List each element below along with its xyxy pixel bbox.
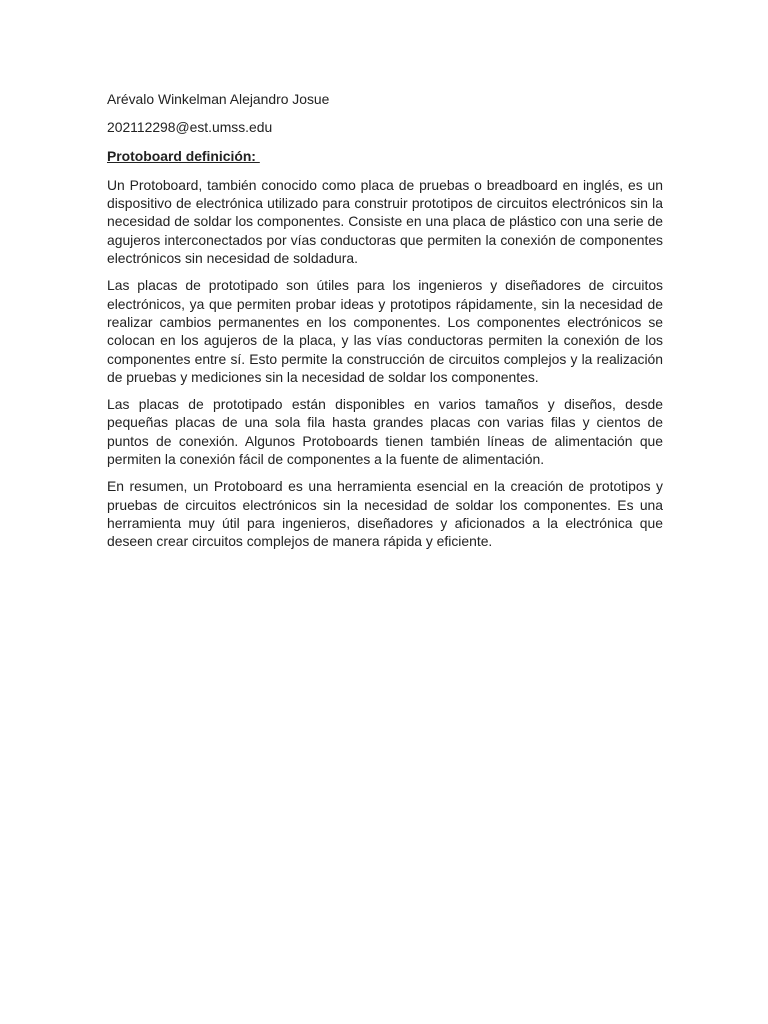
section-heading: Protoboard definición:: [107, 147, 260, 164]
document-body: [107, 90, 663, 551]
paragraph-3: Las placas de prototipado están disponibles en varios tamaños y diseños, desde pequeñas placas de una sola fila hasta grandes placas con varias filas y cientos de puntos de conexión. Algunos Protoboards tienen también líneas de alimentación que permiten la conexión fácil de componentes a la fuente de alimentación.: [107, 396, 663, 468]
author-email: 202112298@est.umss.edu: [107, 119, 273, 136]
paragraph-4: En resumen, un Protoboard es una herramienta esencial en la creación de prototipos y pruebas de circuitos electrónicos sin la necesidad de soldar los componentes. Es una herramienta muy útil para ingenieros, diseñadores y aficionados a la electrónica que deseen crear circuitos complejos de manera rápida y eficiente.: [107, 478, 663, 550]
paragraph-1: Un Protoboard, también conocido como placa de pruebas o breadboard en inglés, es un dispositivo de electrónica utilizado para construir prototipos de circuitos electrónicos sin la necesidad de soldar los componentes. Consiste en una placa de plástico con una serie de agujeros interconectados por vías conductoras que permiten la conexión de componentes electrónicos sin necesidad de soldadura.: [107, 176, 663, 267]
author-name: Arévalo Winkelman Alejandro Josue: [107, 91, 330, 107]
paragraph-2: Las placas de prototipado son útiles para los ingenieros y diseñadores de circuitos electrónicos, ya que permiten probar ideas y prototipos rápidamente, sin la necesidad de realizar cambios permanentes en los componentes. Los componentes electrónicos se colocan en los agujeros de la placa, y las vías conductoras permiten la conexión de los componentes entre sí. Esto permite la construcción de circuitos complejos y la realización de pruebas y mediciones sin la necesidad de soldar los componentes.: [107, 277, 663, 385]
